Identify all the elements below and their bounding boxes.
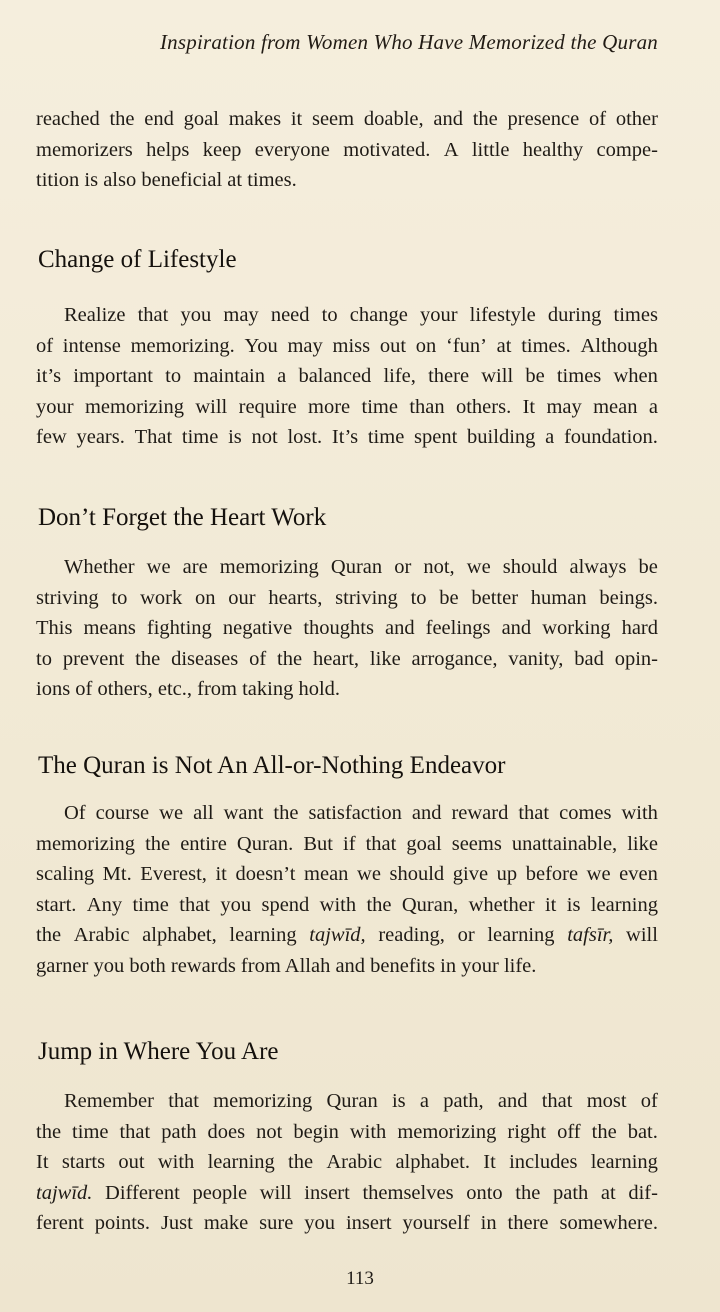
text-line: few years. That time is not lost. It’s time spent building a foundation. bbox=[36, 426, 658, 448]
text-line: reached the end goal makes it seem doable, and the presence of other bbox=[36, 108, 658, 130]
text-line: memorizing the entire Quran. But if that goal seems unattainable, like bbox=[36, 832, 658, 855]
section-heading: The Quran is Not An All-or-Nothing Endeavor bbox=[38, 752, 506, 779]
text-line: This means fighting negative thoughts and feelings and working hard bbox=[36, 617, 658, 639]
section-heading: Jump in Where You Are bbox=[38, 1038, 279, 1065]
text-line: striving to work on our hearts, striving to be better human beings. bbox=[36, 586, 658, 609]
section-heading: Don’t Forget the Heart Work bbox=[38, 504, 327, 531]
text-line: the time that path does not begin with memorizing right off the bat. bbox=[36, 1120, 658, 1143]
text-line: start. Any time that you spend with the Quran, whether it is learning bbox=[36, 893, 658, 916]
text-line: tition is also beneficial at times. bbox=[36, 169, 297, 191]
text-line: ions of others, etc., from taking hold. bbox=[36, 678, 341, 700]
section-paragraph bbox=[36, 300, 658, 453]
text-line: the Arabic alphabet, learning tajwīd, reading, or learning tafsīr, will bbox=[36, 924, 658, 946]
text-line: it’s important to maintain a balanced life, there will be times when bbox=[36, 365, 658, 387]
text-line: ferent points. Just make sure you insert yourself in there somewhere. bbox=[36, 1212, 658, 1234]
text-line: Whether we are memorizing Quran or not, we should always be bbox=[64, 556, 658, 578]
text-line: garner you both rewards from Allah and benefits in your life. bbox=[36, 954, 537, 977]
text-line: Of course we all want the satisfaction and reward that comes with bbox=[64, 802, 658, 824]
text-line: of intense memorizing. You may miss out on ‘fun’ at times. Although bbox=[36, 334, 658, 357]
text-line: It starts out with learning the Arabic alphabet. It includes learning bbox=[36, 1151, 658, 1173]
text-line: your memorizing will require more time than others. It may mean a bbox=[36, 395, 658, 418]
section-paragraph bbox=[36, 798, 658, 981]
text-line: scaling Mt. Everest, it doesn’t mean we should give up before we even bbox=[36, 863, 658, 885]
section-heading: Change of Lifestyle bbox=[38, 246, 237, 273]
text-line: Realize that you may need to change your lifestyle during times bbox=[64, 304, 658, 326]
text-line: tajwīd. Different people will insert themselves onto the path at dif- bbox=[36, 1181, 658, 1204]
text-line: to prevent the diseases of the heart, like arrogance, vanity, bad opin- bbox=[36, 647, 658, 670]
text-line: Remember that memorizing Quran is a path, and that most of bbox=[64, 1090, 658, 1112]
section-paragraph bbox=[36, 1086, 658, 1239]
section-paragraph bbox=[36, 552, 658, 705]
intro-paragraph bbox=[36, 104, 658, 196]
page-number: 113 bbox=[346, 1268, 374, 1289]
running-head: Inspiration from Women Who Have Memorized the Quran bbox=[159, 30, 658, 54]
text-line: memorizers helps keep everyone motivated. A little healthy compe- bbox=[36, 138, 658, 161]
